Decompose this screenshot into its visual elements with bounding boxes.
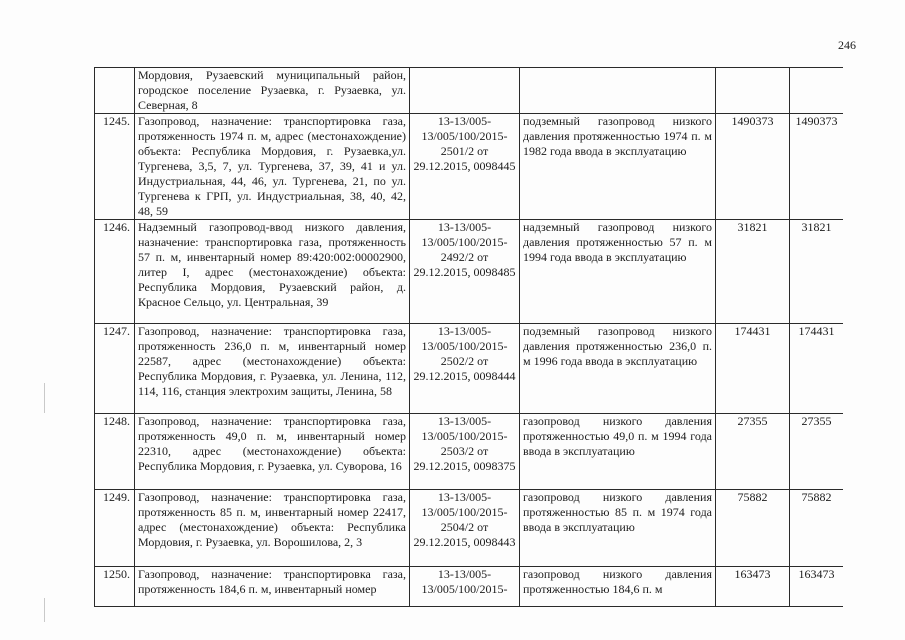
table-row bbox=[95, 114, 844, 220]
object-description: Газопровод, назначение: транспортировка газа, протяженность 184,6 п. м, инвентарный номер bbox=[135, 567, 410, 607]
table-row bbox=[95, 414, 844, 490]
object-characteristics: подземный газопровод низкого давления протяженностью 1974 п. м 1982 года ввода в эксплуатацию bbox=[520, 114, 716, 220]
registration-record: 13-13/005-13/005/100/2015-2504/2 от 29.12.2015, 0098443 bbox=[410, 490, 520, 567]
table-row bbox=[95, 567, 844, 607]
table-row bbox=[95, 220, 844, 324]
object-characteristics bbox=[520, 68, 716, 114]
table-row bbox=[95, 490, 844, 567]
value-column-2: 174431 bbox=[790, 324, 844, 414]
value-column-1: 174431 bbox=[716, 324, 790, 414]
value-column-2: 75882 bbox=[790, 490, 844, 567]
registration-record: 13-13/005-13/005/100/2015-2492/2 от 29.12.2015, 0098485 bbox=[410, 220, 520, 324]
object-characteristics: газопровод низкого давления протяженностью 184,6 п. м bbox=[520, 567, 716, 607]
registration-record: 13-13/005-13/005/100/2015- bbox=[410, 567, 520, 607]
value-column-1: 27355 bbox=[716, 414, 790, 490]
value-column-2: 27355 bbox=[790, 414, 844, 490]
row-number: 1249. bbox=[95, 490, 135, 567]
object-description: Мордовия, Рузаевский муниципальный район, городское поселение Рузаевка, г. Рузаевка, ул. Северная, 8 bbox=[135, 68, 410, 114]
value-column-1: 31821 bbox=[716, 220, 790, 324]
object-characteristics: газопровод низкого давления протяженностью 85 п. м 1974 года ввода в эксплуатацию bbox=[520, 490, 716, 567]
registration-record: 13-13/005-13/005/100/2015-2502/2 от 29.12.2015, 0098444 bbox=[410, 324, 520, 414]
object-characteristics: подземный газопровод низкого давления протяженностью 236,0 п. м 1996 года ввода в эксплуатацию bbox=[520, 324, 716, 414]
row-number: 1246. bbox=[95, 220, 135, 324]
page-number: 246 bbox=[838, 38, 856, 52]
value-column-1: 1490373 bbox=[716, 114, 790, 220]
value-column-2: 31821 bbox=[790, 220, 844, 324]
row-number: 1247. bbox=[95, 324, 135, 414]
object-characteristics: надземный газопровод низкого давления протяженностью 57 п. м 1994 года ввода в эксплуатацию bbox=[520, 220, 716, 324]
scan-edge-mark bbox=[44, 598, 45, 622]
value-column-2: 163473 bbox=[790, 567, 844, 607]
registration-record bbox=[410, 68, 520, 114]
object-description: Газопровод, назначение: транспортировка газа, протяженность 85 п. м, инвентарный номер 22417, адрес (местонахождение) объекта: Республика Мордовия, г. Рузаевка, ул. Ворошилова, 2, 3 bbox=[135, 490, 410, 567]
object-description: Надземный газопровод-ввод низкого давления, назначение: транспортировка газа, протяженность 57 п. м, инвентарный номер 89:420:002:00002900, литер I, адрес (местонахождение) объекта: Республика Мордовия, Рузаевский район, д. Красное Сельцо, ул. Центральная, 39 bbox=[135, 220, 410, 324]
registration-record: 13-13/005-13/005/100/2015-2503/2 от 29.12.2015, 0098375 bbox=[410, 414, 520, 490]
registration-record: 13-13/005-13/005/100/2015-2501/2 от 29.12.2015, 0098445 bbox=[410, 114, 520, 220]
value-column-1 bbox=[716, 68, 790, 114]
row-number: 1248. bbox=[95, 414, 135, 490]
scan-edge-mark bbox=[44, 383, 45, 413]
row-number: 1245. bbox=[95, 114, 135, 220]
object-description: Газопровод, назначение: транспортировка газа, протяженность 1974 п. м, адрес (местонахождение) объекта: Республика Мордовия, г. Рузаевка,ул. Тургенева, 3,5, 7, ул. Тургенева, 37, 39, 41 и ул. Индустриальная, 44, 46, ул. Тургенева, 21, по ул. Тургенева к ГРП, ул. Индустриальная, 38, 40, 42, 48, 59 bbox=[135, 114, 410, 220]
object-characteristics: газопровод низкого давления протяженностью 49,0 п. м 1994 года ввода в эксплуатацию bbox=[520, 414, 716, 490]
value-column-2 bbox=[790, 68, 844, 114]
object-description: Газопровод, назначение: транспортировка газа, протяженность 49,0 п. м, инвентарный номер 22310, адрес (местонахождение) объекта: Республика Мордовия, г. Рузаевка, ул. Суворова, 16 bbox=[135, 414, 410, 490]
value-column-1: 163473 bbox=[716, 567, 790, 607]
object-description: Газопровод, назначение: транспортировка газа, протяженность 236,0 п. м, инвентарный номер 22587, адрес (местонахождение) объекта: Республика Мордовия, г. Рузаевка, ул. Ленина, 112, 114, 116, станция электрохим защиты, Ленина, 58 bbox=[135, 324, 410, 414]
value-column-1: 75882 bbox=[716, 490, 790, 567]
value-column-2: 1490373 bbox=[790, 114, 844, 220]
registry-table-container bbox=[94, 67, 843, 640]
row-number bbox=[95, 68, 135, 114]
row-number: 1250. bbox=[95, 567, 135, 607]
table-row bbox=[95, 324, 844, 414]
table-row bbox=[95, 68, 844, 114]
registry-table bbox=[94, 67, 843, 607]
